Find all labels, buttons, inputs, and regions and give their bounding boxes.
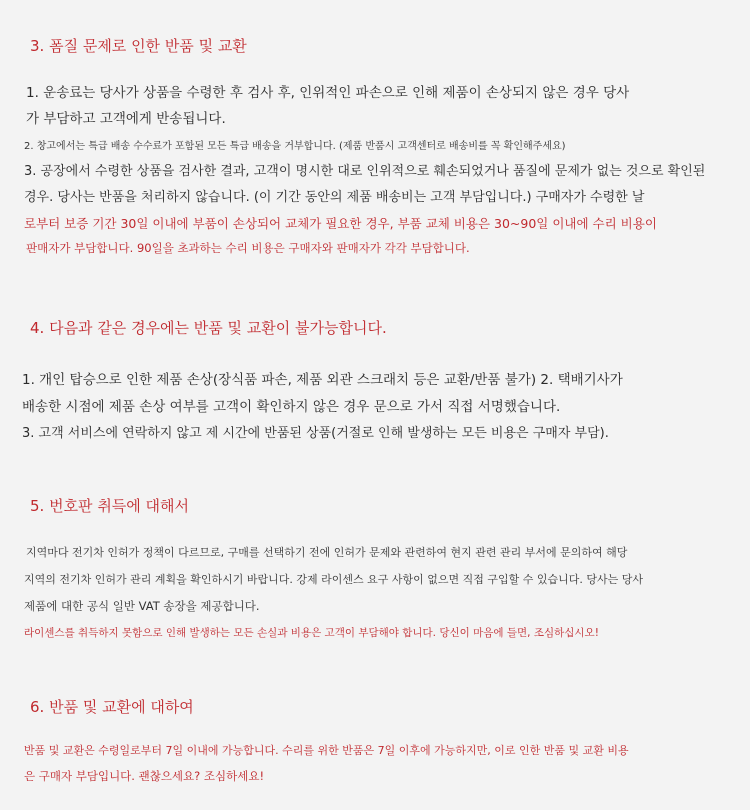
section-5-line-4: 라이센스를 취득하지 못함으로 인해 발생하는 모든 손실과 비용은 고객이 부담해야 합니다. 당신이 마음에 들면, 조심하십시오! [24,627,599,639]
section-5-line-2: 지역의 전기차 인허가 관리 계획을 확인하시기 바랍니다. 강제 라이센스 요구 사항이 없으면 직접 구입할 수 있습니다. 당사는 당사 [24,573,643,586]
section-3-line-5: 경우. 당사는 반품을 처리하지 않습니다. (이 기간 동안의 제품 배송비는 고객 부담입니다.) 구매자가 수령한 날 [24,190,645,205]
section-3-line-7: 판매자가 부담합니다. 90일을 초과하는 수리 비용은 구매자와 판매자가 각각 부담합니다. [26,241,470,255]
section-6-line-1: 반품 및 교환은 수령일로부터 7일 이내에 가능합니다. 수리를 위한 반품은 7일 이후에 가능하지만, 이로 인한 반품 및 교환 비용 [24,744,629,757]
section-3-line-2: 가 부담하고 고객에게 반송됩니다. [26,111,226,127]
section-4-heading: 4. 다음과 같은 경우에는 반품 및 교환이 불가능합니다. [30,319,387,337]
section-3-line-6: 로부터 보증 기간 30일 이내에 부품이 손상되어 교체가 필요한 경우, 부품 교체 비용은 30~90일 이내에 수리 비용이 [24,216,657,231]
section-3-heading: 3. 폼질 문제로 인한 반품 및 교환 [30,37,247,55]
section-4-line-3: 3. 고객 서비스에 연락하지 않고 제 시간에 반품된 상품(거절로 인해 발생하는 모든 비용은 구매자 부담). [22,426,609,441]
section-5-heading: 5. 번호판 취득에 대해서 [30,497,190,515]
section-6-heading: 6. 반품 및 교환에 대하여 [30,698,194,716]
section-3-line-4: 3. 공장에서 수령한 상품을 검사한 결과, 고객이 명시한 대로 인위적으로 훼손되었거나 품질에 문제가 없는 것으로 확인된 [24,164,706,179]
section-4-line-1: 1. 개인 탑승으로 인한 제품 손상(장식품 파손, 제품 외관 스크래치 등은 교환/반품 불가) 2. 택배기사가 [22,372,623,388]
section-5-line-1: 지역마다 전기차 인허가 정책이 다르므로, 구매를 선택하기 전에 인허가 문제와 관련하여 현지 관련 관리 부서에 문의하여 해당 [26,546,628,559]
section-5-line-3: 제품에 대한 공식 일반 VAT 송장을 제공합니다. [24,599,260,613]
section-3-line-1: 1. 운송료는 당사가 상품을 수령한 후 검사 후, 인위적인 파손으로 인해 제품이 손상되지 않은 경우 당사 [26,85,630,101]
section-3-line-3: 2. 창고에서는 특급 배송 수수료가 포함된 모든 특급 배송을 거부합니다. (제품 반품시 고객센터로 배송비를 꼭 확인해주세요) [24,141,566,152]
section-4-line-2: 배송한 시점에 제품 손상 여부를 고객이 확인하지 않은 경우 문으로 가서 직접 서명했습니다. [22,399,561,415]
section-6-line-2: 은 구매자 부담입니다. 괜찮으세요? 조심하세요! [24,769,265,783]
